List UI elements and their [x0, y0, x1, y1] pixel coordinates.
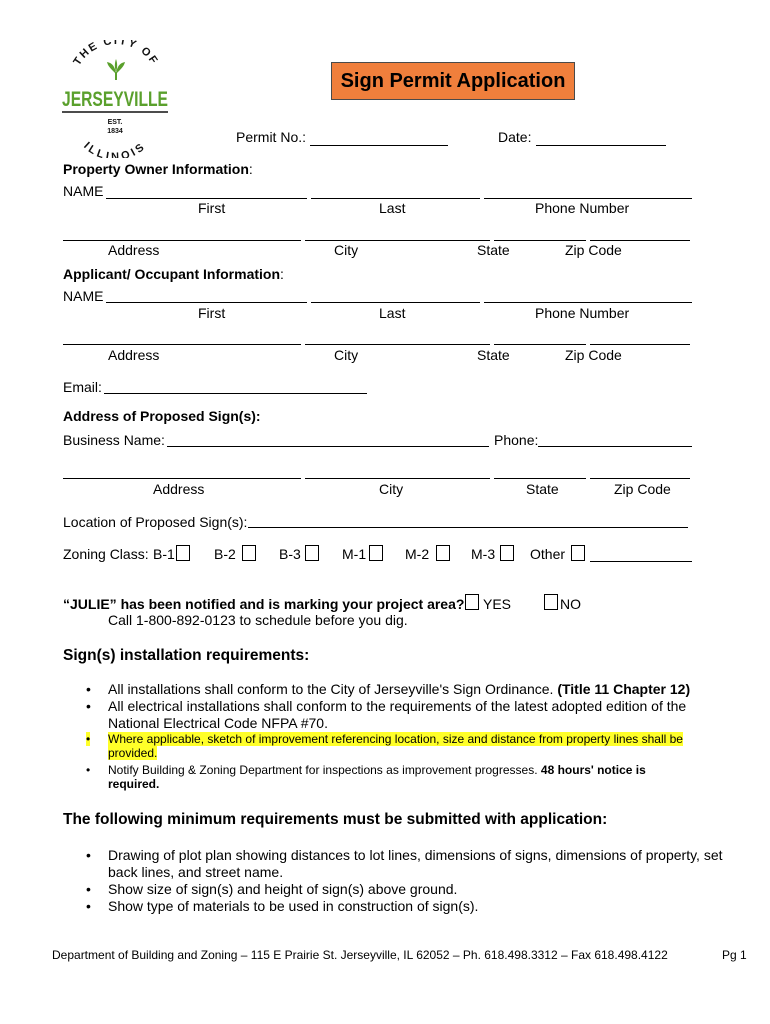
sign-address-label: Address	[153, 481, 205, 497]
install-req-4-line1: Notify Building & Zoning Department for inspections as improvement progresses. 48 hours' notice is	[108, 763, 646, 777]
location-field[interactable]	[248, 527, 688, 528]
location-label: Location of Proposed Sign(s):	[63, 514, 248, 530]
sign-zip-label: Zip Code	[614, 481, 671, 497]
zoning-b3-label: B-3	[279, 546, 301, 562]
install-req-2-line1: All electrical installations shall conform to the requirements of the latest adopted edition of the	[108, 698, 687, 714]
minimum-req-3: Show type of materials to be used in construction of sign(s).	[108, 898, 479, 914]
applicant-last-label: Last	[379, 305, 406, 321]
zoning-m3-checkbox[interactable]	[500, 545, 514, 561]
owner-first-field[interactable]	[106, 198, 307, 199]
owner-zip-label: Zip Code	[565, 242, 622, 258]
install-req-4-line2: required.	[108, 777, 160, 791]
applicant-first-label: First	[198, 305, 226, 321]
minimum-heading: The following minimum requirements must be submitted with application:	[63, 811, 608, 828]
sign-state-label: State	[526, 481, 559, 497]
owner-address-label: Address	[108, 242, 160, 258]
business-name-field[interactable]	[167, 446, 489, 447]
sign-phone-label: Phone:	[494, 432, 539, 448]
applicant-city-field[interactable]	[305, 344, 490, 345]
zoning-m3-label: M-3	[471, 546, 496, 562]
zoning-b1-label: B-1	[153, 546, 175, 562]
sign-city-label: City	[379, 481, 404, 497]
julie-question: “JULIE” has been notified and is marking your project area?	[63, 596, 465, 612]
applicant-heading: Applicant/ Occupant Information:	[63, 266, 284, 282]
applicant-last-field[interactable]	[311, 302, 480, 303]
logo-arc-top: THE CITY OF	[71, 40, 161, 68]
minimum-req-1-line1: Drawing of plot plan showing distances to lot lines, dimensions of signs, dimensions of property, set	[108, 847, 723, 863]
sign-address-heading: Address of Proposed Sign(s):	[63, 408, 261, 424]
logo-year: 1834	[107, 128, 123, 135]
sign-phone-field[interactable]	[538, 446, 692, 447]
page-title: Sign Permit Application	[331, 62, 575, 100]
bullet: •	[86, 763, 91, 777]
julie-no-label: NO	[560, 596, 581, 612]
owner-phone-field[interactable]	[484, 198, 692, 199]
zoning-other-label: Other	[530, 546, 566, 562]
business-name-label: Business Name:	[63, 432, 165, 448]
permit-number-field[interactable]	[310, 145, 448, 146]
owner-zip-field[interactable]	[590, 240, 690, 241]
city-logo	[56, 40, 174, 158]
logo-name: JERSEYVILLE	[62, 88, 168, 111]
date-field[interactable]	[536, 145, 666, 146]
applicant-address-field[interactable]	[63, 344, 301, 345]
zoning-other-field[interactable]	[590, 561, 692, 562]
install-req-1: All installations shall conform to the City of Jerseyville's Sign Ordinance. (Title 11 Chapter 12)	[108, 681, 691, 697]
owner-last-field[interactable]	[311, 198, 480, 199]
owner-city-field[interactable]	[305, 240, 490, 241]
date-label: Date:	[498, 129, 532, 145]
zoning-label: Zoning Class:	[63, 546, 149, 562]
install-req-3-line1: Where applicable, sketch of improvement referencing location, size and distance from property lines shall be	[108, 732, 683, 746]
owner-state-field[interactable]	[494, 240, 586, 241]
permit-number-label: Permit No.:	[236, 129, 307, 145]
minimum-req-1-line2: back lines, and street name.	[108, 864, 284, 880]
bullet: •	[86, 698, 91, 714]
zoning-b2-checkbox[interactable]	[242, 545, 256, 561]
owner-phone-label: Phone Number	[535, 200, 630, 216]
zoning-m2-checkbox[interactable]	[436, 545, 450, 561]
julie-yes-label: YES	[483, 596, 512, 612]
svg-text:ILLINOIS	[81, 140, 149, 158]
owner-first-label: First	[198, 200, 226, 216]
install-req-2-line2: National Electrical Code NFPA #70.	[108, 715, 328, 731]
applicant-address-label: Address	[108, 347, 160, 363]
logo-est: EST.	[107, 119, 123, 126]
bullet: •	[86, 881, 91, 897]
applicant-first-field[interactable]	[106, 302, 307, 303]
zoning-b1-checkbox[interactable]	[176, 545, 190, 561]
applicant-zip-field[interactable]	[590, 344, 690, 345]
applicant-state-field[interactable]	[494, 344, 586, 345]
owner-heading: Property Owner Information:	[63, 161, 253, 177]
email-field[interactable]	[104, 393, 367, 394]
page-number: Pg 1	[722, 948, 747, 962]
julie-call-text: Call 1-800-892-0123 to schedule before you dig.	[108, 612, 408, 628]
owner-name-label: NAME	[63, 183, 104, 199]
applicant-state-label: State	[477, 347, 510, 363]
minimum-req-2: Show size of sign(s) and height of sign(s) above ground.	[108, 881, 458, 897]
bullet: •	[86, 732, 91, 746]
zoning-m2-label: M-2	[405, 546, 430, 562]
zoning-m1-label: M-1	[342, 546, 367, 562]
email-label: Email:	[63, 379, 102, 395]
applicant-phone-label: Phone Number	[535, 305, 630, 321]
owner-state-label: State	[477, 242, 510, 258]
sign-city-field[interactable]	[305, 478, 490, 479]
sign-state-field[interactable]	[494, 478, 586, 479]
applicant-city-label: City	[334, 347, 359, 363]
logo-arc-bottom: ILLINOIS	[81, 139, 149, 158]
footer-text: Department of Building and Zoning – 115 E Prairie St. Jerseyville, IL 62052 – Ph. 618.498.3312 – Fax 618.498.4122	[52, 948, 668, 962]
applicant-zip-label: Zip Code	[565, 347, 622, 363]
applicant-phone-field[interactable]	[484, 302, 692, 303]
bullet: •	[86, 847, 91, 863]
zoning-m1-checkbox[interactable]	[369, 545, 383, 561]
owner-last-label: Last	[379, 200, 406, 216]
zoning-b2-label: B-2	[214, 546, 236, 562]
sign-zip-field[interactable]	[590, 478, 690, 479]
zoning-other-checkbox[interactable]	[571, 545, 585, 561]
julie-no-checkbox[interactable]	[544, 594, 558, 610]
bullet: •	[86, 681, 91, 697]
leaf-icon	[107, 59, 125, 80]
owner-city-label: City	[334, 242, 359, 258]
bullet: •	[86, 898, 91, 914]
install-req-3-line2: provided.	[108, 746, 158, 760]
julie-yes-checkbox[interactable]	[465, 594, 479, 610]
sign-address-field[interactable]	[63, 478, 301, 479]
applicant-name-label: NAME	[63, 288, 104, 304]
owner-address-field[interactable]	[63, 240, 301, 241]
install-heading: Sign(s) installation requirements:	[63, 647, 310, 664]
zoning-b3-checkbox[interactable]	[305, 545, 319, 561]
